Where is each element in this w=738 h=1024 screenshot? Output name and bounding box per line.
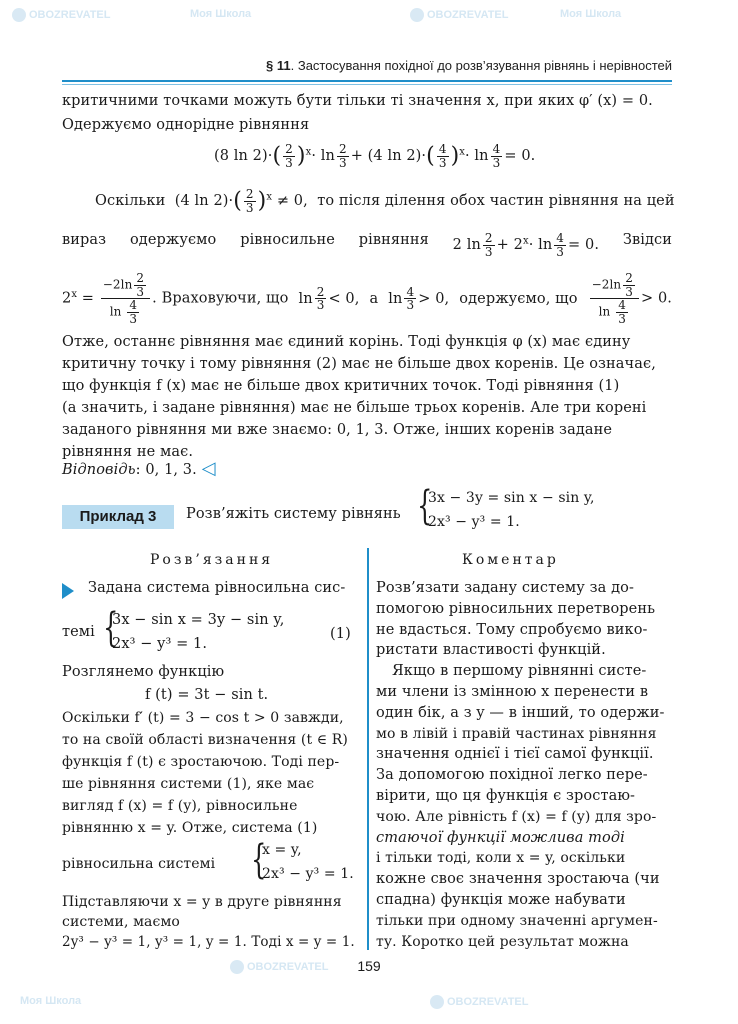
- text-line: критичними точками можуть бути тільки ті значення x, при яких φ′ (x) = 0.: [62, 93, 653, 109]
- equation-number: (1): [330, 626, 351, 642]
- solution-line: Оскільки f′ (t) = 3 − cos t > 0 завжди,: [62, 710, 344, 726]
- solution-line: x = y,: [262, 842, 302, 858]
- watermark: Моя Школа: [560, 8, 622, 20]
- commentary-line: спадна) функція може набувати: [376, 892, 626, 908]
- column-divider: [367, 548, 369, 950]
- watermark-logo-icon: [430, 995, 444, 1009]
- watermark-logo-icon: [12, 8, 26, 22]
- text-line: $2^x$ = −2ln $\frac{2}{3}$ ln $\frac{4}{3}$ . Враховуючи, що ln $\frac{2}{3}$ < 0, а ln $\frac{4}{3}$ > 0, одержуємо, що −2ln $\frac{2}{3}$ ln $\frac{4}{3}$ > 0.: [62, 271, 672, 326]
- solution-line: Розглянемо функцію: [62, 664, 225, 680]
- commentary-line: мо в лівій і правій частинах рівняння: [376, 725, 657, 742]
- solution-line: системи, маємо: [62, 914, 180, 930]
- commentary-line: один бік, а з y — в інший, то одержи-: [376, 704, 665, 721]
- text-line: (а значить, і задане рівняння) має не більше трьох коренів. Але три корені: [62, 400, 647, 416]
- solution-line: 3x − sin x = 3y − sin y,: [112, 612, 285, 628]
- solution-heading: Розв’язання: [150, 552, 274, 568]
- solution-line: 2x³ − y³ = 1.: [262, 866, 354, 882]
- watermark-logo-icon: [230, 960, 244, 974]
- solution-line: темі: [62, 624, 95, 640]
- solution-arrow-icon: [62, 583, 74, 599]
- text-line: Оскільки (4 ln 2)·( $\frac{2}{3}$ )$^x$ ≠ 0, то після ділення обох частин рівняння на цей: [95, 187, 675, 215]
- watermark: Моя Школа: [190, 8, 252, 20]
- commentary-line: і тільки тоді, коли x = y, оскільки: [376, 850, 626, 867]
- watermark: OBOZREVATEL: [410, 8, 508, 22]
- section-title: . Застосування похідної до розв’язування рівнянь і нерівностей: [290, 58, 672, 73]
- system-brace: {: [417, 483, 433, 529]
- solution-line: функція f (t) є зростаючою. Тоді пер-: [62, 754, 340, 770]
- solution-line: Задана система рівносильна сис-: [88, 580, 346, 596]
- commentary-line: ристати властивості функцій.: [376, 642, 606, 659]
- commentary-line: чою. Але рівність f (x) = f (y) для зро-: [376, 808, 657, 825]
- section-number: § 11: [266, 58, 291, 73]
- solution-line: то на своїй області визначення (t ∈ R): [62, 732, 348, 748]
- solution-line: Підставляючи x = y в друге рівняння: [62, 894, 342, 910]
- commentary-line: Розв’язати задану систему за до-: [376, 580, 634, 596]
- solution-line: вигляд f (x) = f (y), рівносильне: [62, 798, 298, 814]
- text-line: Одержуємо однорідне рівняння: [62, 117, 310, 133]
- text-line: критичну точку і тому рівняння (2) має не більше двох коренів. Це означає,: [62, 356, 656, 372]
- end-of-solution-icon: ◁: [201, 458, 216, 479]
- text-line: що функція f (x) має не більше двох критичних точок. Тоді рівняння (1): [62, 378, 620, 394]
- example-label: Приклад 3: [62, 505, 174, 529]
- page-number: 159: [357, 958, 381, 974]
- commentary-line: значення однієї і тієї самої функції.: [376, 746, 654, 763]
- solution-line: 2y³ − y³ = 1, y³ = 1, y = 1. Тоді x = y = 1.: [62, 934, 355, 950]
- commentary-line: кожне своє значення зростаюча (чи: [376, 871, 660, 888]
- commentary-line: Якщо в першому рівнянні систе-: [392, 663, 647, 680]
- text-line: вираз одержуємо рівносильне рівняння 2 ln $\frac{2}{3}$ + $2^x\cdot \ln$ $\frac{4}{3}$ = 0. Звідси: [62, 231, 672, 259]
- commentary-line: ту. Коротко цей результат можна: [376, 933, 629, 950]
- commentary-heading: Коментар: [462, 552, 559, 568]
- watermark: OBOZREVATEL: [230, 960, 328, 974]
- watermark: OBOZREVATEL: [12, 8, 110, 22]
- example-system-eq2: 2x³ − y³ = 1.: [428, 514, 520, 530]
- watermark: Моя Школа: [20, 995, 82, 1007]
- text-line: рівняння не має.: [62, 444, 194, 460]
- commentary-line: стаючої функції можлива тоді: [376, 829, 625, 846]
- system-brace: {: [103, 605, 119, 651]
- commentary-line: не вдасться. Тому спробуємо вико-: [376, 621, 648, 638]
- example-system-eq1: 3x − 3y = sin x − sin y,: [428, 490, 595, 506]
- system-brace: {: [251, 837, 267, 883]
- solution-line: рівносильна системі: [62, 856, 216, 872]
- commentary-line: помогою рівносильних перетворень: [376, 600, 656, 617]
- answer-line: [62, 458, 216, 479]
- solution-line: 2x³ − y³ = 1.: [112, 636, 208, 652]
- header-rule: [62, 80, 672, 82]
- answer-label: Відповідь: [62, 462, 136, 478]
- watermark-logo-icon: [410, 8, 424, 22]
- commentary-line: За допомогою похідної легко пере-: [376, 767, 648, 784]
- text-line: Отже, останнє рівняння має єдиний корінь. Тоді функція φ (x) має єдину: [62, 334, 631, 350]
- equation-homogeneous: (8 ln 2)·( $\frac{2}{3}$ )$^x$· ln $\frac{2}{3}$ + (4 ln 2)·( $\frac{4}{3}$ )$^x$· ln $\frac{4}{3}$ = 0.: [214, 142, 536, 170]
- watermark: OBOZREVATEL: [430, 995, 528, 1009]
- solution-line: ше рівняння системи (1), яке має: [62, 776, 315, 792]
- header-rule-thin: [62, 84, 672, 85]
- example-task: Розв’яжіть систему рівнянь: [186, 506, 401, 522]
- running-header: [62, 58, 672, 82]
- commentary-line: тільки при одному значенні аргумен-: [376, 912, 658, 929]
- solution-line: рівнянню x = y. Отже, система (1): [62, 820, 318, 836]
- text-line: заданого рівняння ми вже знаємо: 0, 1, 3. Отже, інших коренів задане: [62, 422, 613, 438]
- solution-line: f (t) = 3t − sin t.: [145, 687, 269, 703]
- commentary-line: вірити, що ця функція є зростаю-: [376, 788, 636, 804]
- commentary-line: ми члени із змінною x перенести в: [376, 684, 649, 700]
- answer-value: : 0, 1, 3.: [135, 462, 197, 478]
